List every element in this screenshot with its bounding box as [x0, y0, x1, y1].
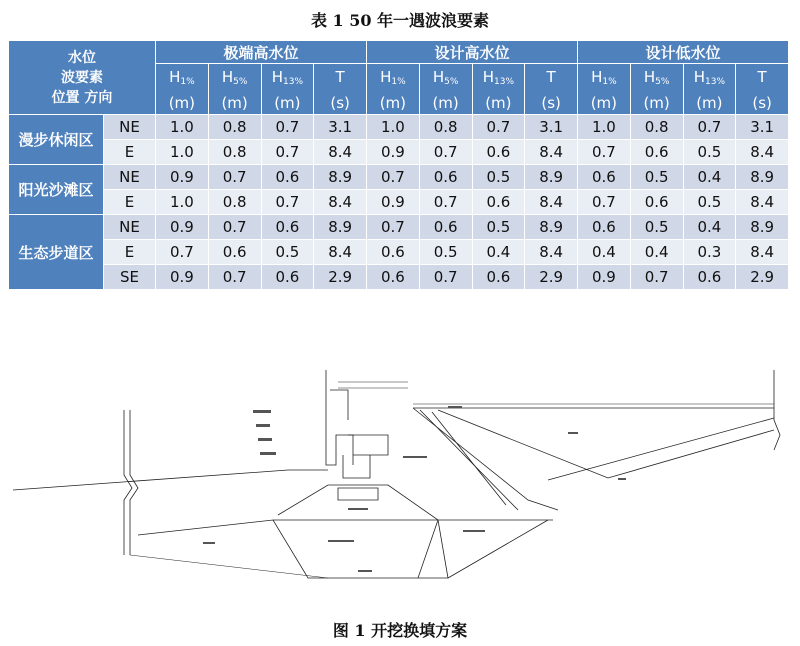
- direction-cell: NE: [104, 215, 156, 240]
- param-symbol: [473, 66, 525, 93]
- value-cell: 0.6: [419, 165, 472, 190]
- table-header-row-groups: [9, 41, 789, 64]
- value-cell: 0.4: [683, 215, 736, 240]
- param-header: [472, 64, 525, 115]
- value-cell: 0.7: [419, 140, 472, 165]
- param-unit: (m): [590, 93, 618, 112]
- value-cell: 0.4: [472, 240, 525, 265]
- area-label: 漫步休闲区: [9, 115, 104, 165]
- param-subscript: 5%: [444, 76, 459, 87]
- param-unit: (s): [541, 93, 561, 112]
- value-cell: 0.4: [578, 240, 631, 265]
- table-title: 表 1 50 年一遇波浪要素: [310, 11, 490, 30]
- param-symbol-text: H: [591, 67, 603, 86]
- corner-water-level: 水位: [68, 49, 96, 66]
- table-row: [9, 165, 789, 190]
- value-cell: 0.5: [472, 215, 525, 240]
- direction-cell: E: [104, 140, 156, 165]
- value-cell: 0.6: [367, 265, 420, 290]
- value-cell: 0.7: [367, 165, 420, 190]
- value-cell: 1.0: [156, 140, 209, 165]
- table-row: [9, 190, 789, 215]
- excavation-cross-section: [8, 360, 792, 600]
- value-cell: 0.3: [683, 240, 736, 265]
- param-header: [630, 64, 683, 115]
- value-cell: 0.7: [578, 190, 631, 215]
- param-header: [367, 64, 420, 115]
- param-symbol: [420, 66, 472, 93]
- left-break-line: [124, 410, 132, 555]
- value-cell: 0.7: [578, 140, 631, 165]
- param-symbol-text: H: [169, 67, 181, 86]
- param-header: [683, 64, 736, 115]
- value-cell: 8.4: [525, 240, 578, 265]
- param-symbol-text: H: [271, 67, 283, 86]
- param-unit: (m): [274, 93, 301, 112]
- value-cell: 0.7: [472, 115, 525, 140]
- value-cell: 0.5: [683, 190, 736, 215]
- param-symbol-text: T: [757, 67, 767, 86]
- param-symbol: [367, 66, 419, 93]
- value-cell: 0.7: [367, 215, 420, 240]
- param-symbol: [156, 66, 208, 93]
- value-cell: 8.9: [314, 215, 367, 240]
- value-cell: 0.6: [261, 265, 314, 290]
- param-symbol: [262, 66, 314, 93]
- param-unit: (m): [485, 93, 512, 112]
- value-cell: 1.0: [578, 115, 631, 140]
- value-cell: 1.0: [367, 115, 420, 140]
- param-symbol: [525, 66, 577, 93]
- value-cell: 0.5: [261, 240, 314, 265]
- param-symbol: [684, 66, 736, 93]
- value-cell: 0.7: [208, 215, 261, 240]
- param-symbol: [314, 66, 366, 93]
- value-cell: 0.7: [208, 165, 261, 190]
- param-subscript: 1%: [602, 76, 617, 87]
- value-cell: 0.8: [208, 115, 261, 140]
- param-symbol-text: H: [693, 67, 705, 86]
- value-cell: 0.7: [419, 190, 472, 215]
- value-cell: 0.9: [578, 265, 631, 290]
- param-symbol-text: H: [482, 67, 494, 86]
- param-subscript: 13%: [283, 76, 304, 87]
- value-cell: 0.9: [367, 140, 420, 165]
- value-cell: 0.9: [367, 190, 420, 215]
- value-cell: 0.7: [630, 265, 683, 290]
- value-cell: 0.5: [683, 140, 736, 165]
- value-cell: 0.7: [261, 190, 314, 215]
- area-label: 生态步道区: [9, 215, 104, 290]
- value-cell: 8.4: [736, 190, 789, 215]
- value-cell: 0.7: [261, 140, 314, 165]
- param-header: [314, 64, 367, 115]
- value-cell: 8.9: [736, 165, 789, 190]
- corner-header: [9, 41, 156, 115]
- value-cell: 0.7: [156, 240, 209, 265]
- corner-location-direction: 位置 方向: [51, 89, 113, 106]
- param-symbol: [209, 66, 261, 93]
- group-header-extreme-high: 极端高水位: [156, 41, 367, 64]
- value-cell: 0.6: [630, 190, 683, 215]
- value-cell: 0.5: [630, 165, 683, 190]
- corner-wave-elements: 波要素: [61, 69, 103, 86]
- value-cell: 0.6: [208, 240, 261, 265]
- excavation-drawing: [8, 360, 792, 600]
- value-cell: 0.9: [156, 215, 209, 240]
- param-symbol: [578, 66, 630, 93]
- excavation-outline: [278, 485, 553, 520]
- param-unit: (m): [221, 93, 248, 112]
- value-cell: 8.9: [525, 165, 578, 190]
- param-symbol-text: T: [546, 67, 556, 86]
- value-cell: 0.7: [208, 265, 261, 290]
- param-subscript: 13%: [494, 76, 515, 87]
- param-header: [261, 64, 314, 115]
- value-cell: 0.6: [578, 165, 631, 190]
- value-cell: 8.4: [314, 240, 367, 265]
- param-symbol: [736, 66, 788, 93]
- param-symbol: [631, 66, 683, 93]
- value-cell: 0.9: [156, 265, 209, 290]
- direction-cell: SE: [104, 265, 156, 290]
- group-header-design-low: 设计低水位: [578, 41, 789, 64]
- param-unit: (s): [330, 93, 350, 112]
- value-cell: 0.4: [683, 165, 736, 190]
- value-cell: 3.1: [314, 115, 367, 140]
- value-cell: 0.6: [261, 215, 314, 240]
- param-unit: (m): [168, 93, 196, 112]
- figure-caption: 图 1 开挖换填方案: [332, 621, 468, 640]
- ground-line-left: [13, 470, 328, 490]
- value-cell: 0.7: [419, 265, 472, 290]
- param-symbol-text: H: [380, 67, 392, 86]
- param-unit: (m): [643, 93, 670, 112]
- table-row: [9, 115, 789, 140]
- value-cell: 3.1: [525, 115, 578, 140]
- value-cell: 0.6: [683, 265, 736, 290]
- direction-cell: NE: [104, 115, 156, 140]
- value-cell: 8.4: [736, 140, 789, 165]
- value-cell: 1.0: [156, 115, 209, 140]
- value-cell: 0.8: [419, 115, 472, 140]
- param-subscript: 1%: [180, 76, 195, 87]
- value-cell: 1.0: [156, 190, 209, 215]
- param-subscript: 13%: [705, 76, 726, 87]
- param-symbol-text: H: [643, 67, 656, 86]
- param-header: [525, 64, 578, 115]
- table-row: [9, 215, 789, 240]
- value-cell: 2.9: [314, 265, 367, 290]
- value-cell: 0.6: [367, 240, 420, 265]
- param-header: [156, 64, 209, 115]
- table-row: [9, 140, 789, 165]
- value-cell: 3.1: [736, 115, 789, 140]
- value-cell: 8.9: [525, 215, 578, 240]
- table-body: [9, 115, 789, 290]
- value-cell: 8.4: [314, 140, 367, 165]
- value-cell: 2.9: [525, 265, 578, 290]
- direction-cell: E: [104, 240, 156, 265]
- param-symbol-text: H: [221, 67, 234, 86]
- wave-elements-table: [8, 40, 789, 290]
- param-unit: (m): [432, 93, 459, 112]
- param-unit: (m): [379, 93, 407, 112]
- value-cell: 0.7: [683, 115, 736, 140]
- param-subscript: 5%: [655, 76, 670, 87]
- value-cell: 8.4: [525, 190, 578, 215]
- param-header: [419, 64, 472, 115]
- value-cell: 0.6: [419, 215, 472, 240]
- table-row: [9, 240, 789, 265]
- value-cell: 0.7: [261, 115, 314, 140]
- value-cell: 0.8: [208, 140, 261, 165]
- param-symbol-text: T: [335, 67, 345, 86]
- value-cell: 0.5: [472, 165, 525, 190]
- value-cell: 0.9: [156, 165, 209, 190]
- value-cell: 0.4: [630, 240, 683, 265]
- value-cell: 0.6: [578, 215, 631, 240]
- value-cell: 0.6: [472, 190, 525, 215]
- param-header: [578, 64, 631, 115]
- param-unit: (m): [696, 93, 723, 112]
- value-cell: 0.6: [261, 165, 314, 190]
- value-cell: 8.4: [736, 240, 789, 265]
- value-cell: 8.4: [525, 140, 578, 165]
- direction-cell: NE: [104, 165, 156, 190]
- param-header: [736, 64, 789, 115]
- value-cell: 8.9: [736, 215, 789, 240]
- param-symbol-text: H: [432, 67, 445, 86]
- value-cell: 0.6: [630, 140, 683, 165]
- value-cell: 0.6: [472, 265, 525, 290]
- param-unit: (s): [752, 93, 772, 112]
- table-row: [9, 265, 789, 290]
- right-break-line: [774, 370, 780, 450]
- area-label: 阳光沙滩区: [9, 165, 104, 215]
- param-header: [208, 64, 261, 115]
- param-subscript: 5%: [233, 76, 248, 87]
- value-cell: 0.5: [419, 240, 472, 265]
- value-cell: 0.8: [630, 115, 683, 140]
- group-header-design-high: 设计高水位: [367, 41, 578, 64]
- direction-cell: E: [104, 190, 156, 215]
- value-cell: 2.9: [736, 265, 789, 290]
- value-cell: 8.4: [314, 190, 367, 215]
- value-cell: 0.8: [208, 190, 261, 215]
- value-cell: 8.9: [314, 165, 367, 190]
- value-cell: 0.5: [630, 215, 683, 240]
- value-cell: 0.6: [472, 140, 525, 165]
- param-subscript: 1%: [391, 76, 406, 87]
